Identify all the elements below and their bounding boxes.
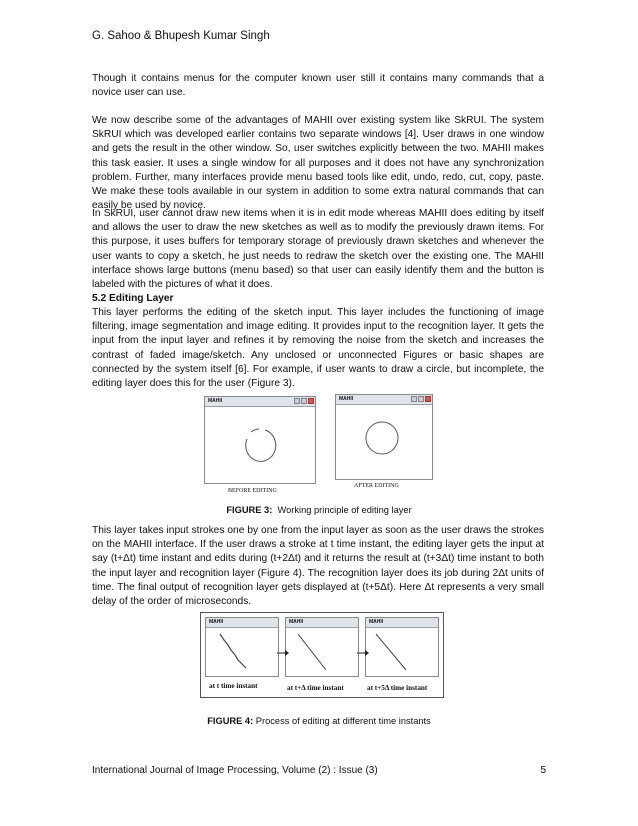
figure3-after-window: [335, 394, 433, 480]
paragraph-4: This layer performs the editing of the sketch input. This layer includes the functioning of image filtering, image segmentation and image editing. It provides input to the recognition layer. It gets the input from the input layer and refines it by removing the noise from the sketch and increases the contrast of faded image/sketch. Any unclosed or unconnected Figures or basic shapes are connected by the system itself [6]. For example, if user wants to draw a circle, but incomplete, the editing layer does this for the user (Figure 3).: [92, 307, 544, 390]
paragraph-5: This layer takes input strokes one by one from the input layer as soon as the user draws the strokes on the MAHII interface. If the user draws a stroke at t time instant, the editing layer gets the input at say (t+Δt) time instant and edits during (t+2Δt) and it returns the result at (t+3Δt) time instant to both the input layer and recognition layer (Figure 4). The recognition layer does its job during 2Δt units of time. The final output of recognition layer gets displayed at (t+5Δt). Here Δt represents a very small delay of the order of microseconds.: [92, 525, 544, 608]
running-header: G. Sahoo & Bhupesh Kumar Singh: [92, 30, 270, 42]
paragraph-2: We now describe some of the advantages of MAHII over existing system like SkRUI. The system SkRUI which was developed earlier contains two separate windows [4]. User draws in one window and gets the result in the other window. So, user switches explicitly between the two. MAHII makes this task easier. It uses a single window for all purposes and it does not have any synchronization problem. Further, many interfaces provide menu based tools like edit, undo, redo, cut, copy, paste. We make these tools available in our system in addition to some extra natural commands that can easily be used by novice.: [92, 115, 544, 212]
window-titlebar: [206, 618, 278, 628]
after-editing-label: AFTER EDITING: [354, 483, 399, 489]
figure4-label-3: at t+5Δ time instant: [367, 684, 428, 692]
section-heading: 5.2 Editing Layer: [92, 293, 174, 304]
window-title: MAHII: [289, 619, 304, 625]
figure4-window-2: [285, 617, 359, 677]
caption-text: Working principle of editing layer: [277, 505, 412, 515]
maximize-icon: [418, 396, 424, 402]
paragraph-3: In SkRUI, user cannot draw new items when it is in edit mode whereas MAHII does editing by itself and allows the user to draw the new sketches as well as to modify the previously drawn items. For this purpose, it uses buffers for temporary storage of previously drawn sketches and whenever the user wants to copy a sketch, he just needs to redraw the sketch over the existing one. The MAHII interface shows large buttons (menu based) so that user can easily identify them and the button is labeled with the pictures of what it does.: [92, 208, 544, 291]
window-title: MAHII: [339, 396, 354, 402]
window-title: MAHII: [369, 619, 384, 625]
caption-label: FIGURE 3:: [226, 505, 273, 515]
figure4-window-1: [205, 617, 279, 677]
maximize-icon: [301, 398, 307, 404]
caption-text: Process of editing at different time instants: [255, 716, 431, 726]
window-titlebar: [205, 397, 315, 407]
figure3-caption: [0, 505, 638, 515]
caption-label: FIGURE 4:: [207, 716, 254, 726]
arrow-right-icon: [357, 649, 369, 657]
window-titlebar: [336, 395, 432, 405]
journal-name: International Journal of Image Processing, Volume (2) : Issue (3): [92, 765, 378, 776]
close-icon: [425, 396, 431, 402]
complete-circle-sketch: [336, 405, 432, 480]
minimize-icon: [294, 398, 300, 404]
minimize-icon: [411, 396, 417, 402]
figure4-label-1: at t time instant: [209, 682, 258, 690]
page-footer: [92, 765, 546, 776]
page-number: 5: [540, 765, 546, 776]
incomplete-circle-sketch: [205, 407, 315, 484]
window-titlebar: [366, 618, 438, 628]
paragraph-1: Though it contains menus for the computer known user still it contains many commands that a novice user can use.: [92, 73, 544, 99]
window-title: MAHII: [208, 398, 223, 404]
straight-stroke-sketch: [366, 628, 438, 678]
figure4-caption: [0, 716, 638, 726]
figure4-window-3: [365, 617, 439, 677]
close-icon: [308, 398, 314, 404]
straight-stroke-sketch: [286, 628, 358, 678]
figure3-before-window: [204, 396, 316, 484]
window-title: MAHII: [209, 619, 224, 625]
figure4-label-2: at t+Δ time instant: [287, 684, 344, 692]
rough-stroke-sketch: [206, 628, 278, 678]
arrow-right-icon: [277, 649, 289, 657]
before-editing-label: BEFORE EDITING: [228, 488, 277, 494]
figure4-frame: [200, 612, 444, 698]
window-titlebar: [286, 618, 358, 628]
